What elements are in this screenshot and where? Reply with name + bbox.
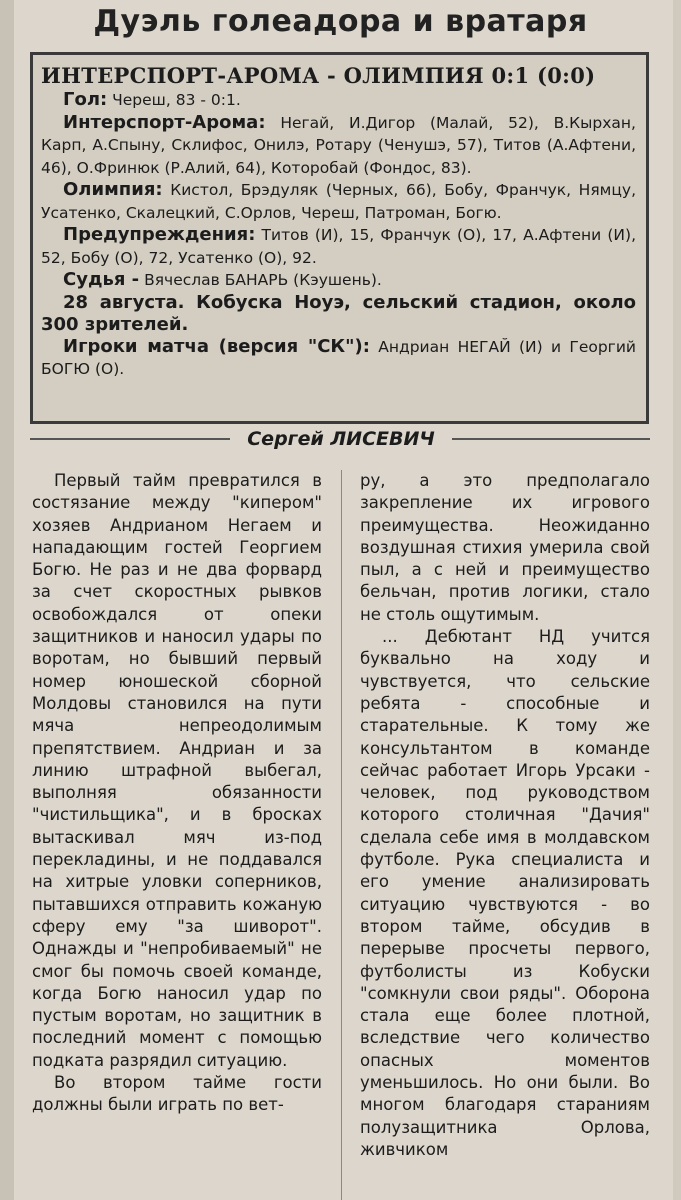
right-paragraph-2: ... Дебютант НД учится буквально на ходу и чувствуется, что сельские ребята - способные и старательные. К тому же консультантом в команде сейчас работает Игорь Урсаки - человек, под руководством которого столичная "Дачия" сделала себе имя в молдавском футболе. Рука специалиста и его умение анализировать ситуацию чувствуются - во втором тайме, обсудив в перерыве просчеты первого, футболисты из Кобуски "сомкнули свои ряды". Оборона стала еще более плотной, вследствие чего количество опасных моментов уменьшилось. Но они были. Во многом благодаря стараниям полузащитника Орлова, живчиком — [360, 627, 650, 1159]
match-title: ИНТЕРСПОРТ-АРОМА - ОЛИМПИЯ 0:1 (0:0) — [41, 63, 596, 88]
author-rule-right — [452, 438, 650, 440]
players-of-match-line — [41, 336, 636, 381]
cautions-text: Титов (И), 15, Франчук (О), 17, А.Афтени (И), 52, Бобу (О), 72, Усатенко (О), 92. — [41, 226, 636, 267]
team1-lineup — [41, 112, 636, 180]
author-byline: Сергей ЛИСЕВИЧ — [247, 428, 435, 450]
left-paragraph-2: Во втором тайме гости должны были играть по вет- — [32, 1073, 322, 1115]
team2-text: Кистол, Брэдуляк (Черных, 66), Бобу, Франчук, Нямцу, Усатенко, Скалецкий, С.Орлов, Череш, Патроман, Богю. — [41, 181, 636, 222]
referee-line — [41, 269, 636, 292]
article-column-right — [360, 470, 650, 1200]
venue-line: 28 августа. Кобуска Ноуэ, сельский стадион, около 300 зрителей. — [41, 291, 636, 335]
goal-line — [41, 89, 636, 112]
page-edge-left — [0, 0, 14, 1200]
page-edge-right — [673, 0, 681, 1200]
goal-label: Гол: — [63, 89, 108, 110]
team1-text: Негай, И.Дигор (Малай, 52), В.Кырхан, Карп, А.Спыну, Склифос, Онилэ, Ротару (Ченушэ, 57), Титов (А.Афтени, 46), О.Фринюк (Р.Алий, 64), Которобай (Фондос, 83). — [41, 113, 636, 177]
referee-text: Вячеслав БАНАРЬ (Кэушень). — [139, 271, 382, 289]
article-headline: Дуэль голеадора и вратаря — [93, 4, 588, 39]
right-paragraph-1: ру, а это предполагало закрепление их игрового преимущества. Неожиданно воздушная стихия умерила свой пыл, а с ней и преимущество бельчан, против логики, стало не столь ощутимым. — [360, 471, 650, 624]
goal-text: Череш, 83 - 0:1. — [107, 91, 241, 109]
players-label: Игроки матча (версия "СК"): — [63, 335, 370, 357]
article-column-left — [32, 470, 322, 1200]
team1-label: Интерспорт-Арома: — [63, 111, 266, 133]
team2-label: Олимпия: — [63, 179, 163, 200]
author-rule-left — [30, 438, 230, 440]
referee-label: Судья - — [63, 269, 140, 290]
match-info-box — [30, 52, 649, 424]
column-divider — [341, 470, 342, 1200]
players-text: Андриан НЕГАЙ (И) и Георгий БОГЮ (О). — [41, 337, 636, 378]
left-paragraph-1: Первый тайм превратился в состязание между "кипером" хозяев Андрианом Негаем и нападающим гостей Георгием Богю. Не раз и не два форвард за счет скоростных рывков освобождался от опеки защитников и наносил удары по воротам, но бывший первый номер юношеской сборной Молдовы становился на пути мяча непреодолимым препятствием. Андриан и за линию штрафной выбегал, выполняя обязанности "чистильщика", и в бросках вытаскивал мяч из-под перекладины, и не поддавался на хитрые уловки соперников, пытавшихся отправить кожаную сферу ему "за шиворот". Однажды и "непробиваемый" не смог бы помочь своей команде, когда Богю наносил удар по пустым воротам, но защитник в последний момент с помощью подката разрядил ситуацию. — [32, 471, 322, 1070]
cautions-label: Предупреждения: — [63, 224, 256, 245]
team2-lineup — [41, 179, 636, 224]
cautions-line — [41, 224, 636, 269]
